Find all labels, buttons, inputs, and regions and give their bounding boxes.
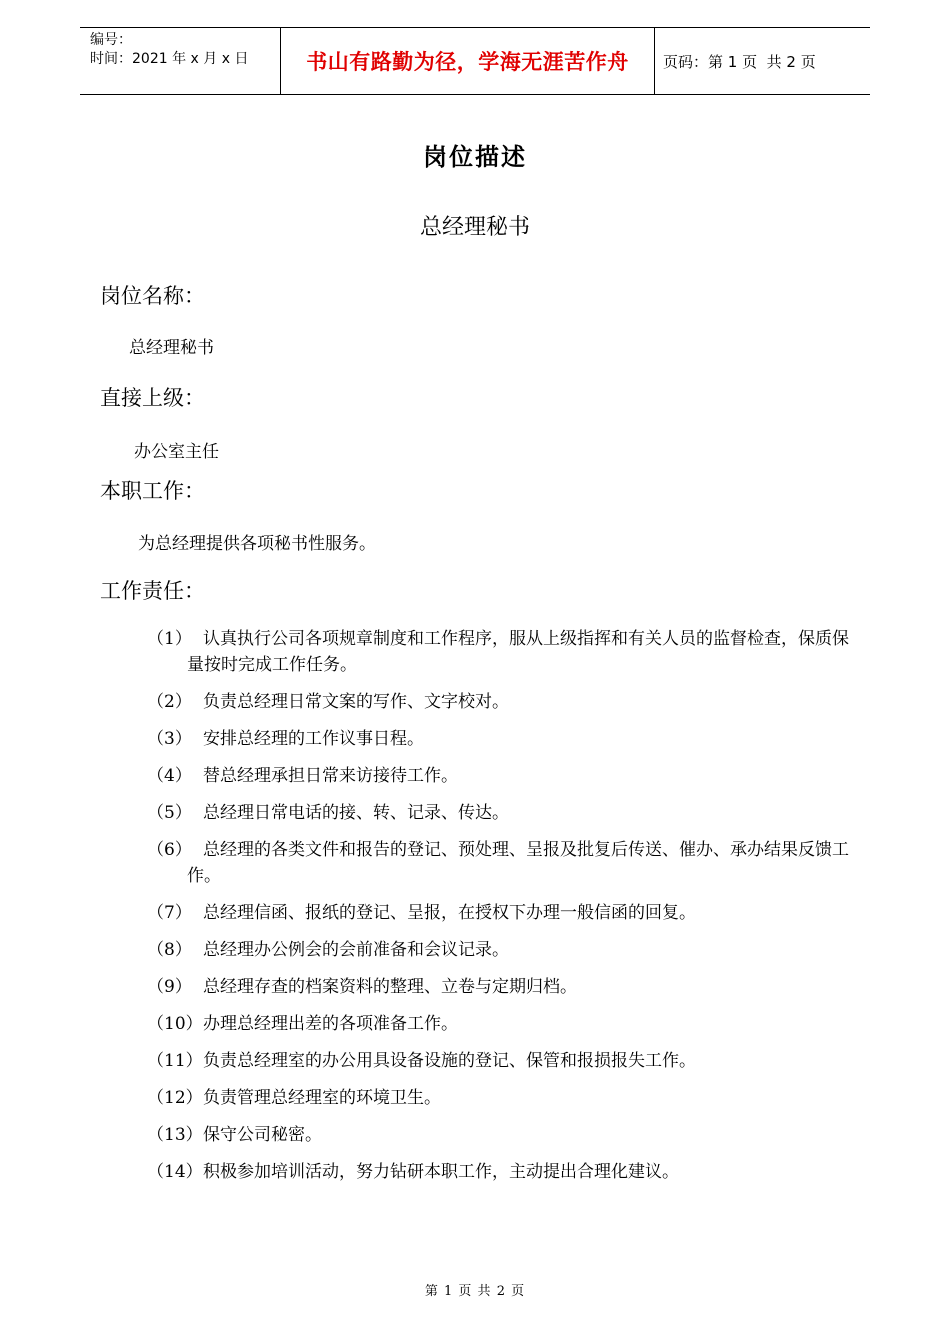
header-page-info — [655, 28, 870, 94]
list-item — [147, 837, 862, 889]
list-item — [147, 1159, 862, 1185]
list-item — [147, 1011, 862, 1037]
list-item-number: （5） — [147, 803, 192, 823]
list-item — [147, 974, 862, 1000]
list-item-text: 负责总经理日常文案的写作、文字校对。 — [203, 692, 509, 712]
section-heading-responsibilities: 工作责任： — [100, 579, 205, 603]
section-heading-duty: 本职工作： — [100, 479, 205, 503]
list-item-number: （10） — [147, 1014, 203, 1034]
list-item-text: 总经理存查的档案资料的整理、立卷与定期归档。 — [203, 977, 577, 997]
list-item-number: （7） — [147, 903, 192, 923]
list-item-number: （6） — [147, 840, 192, 860]
list-item — [147, 937, 862, 963]
page-footer: 第 1 页 共 2 页 — [424, 1284, 526, 1299]
list-item-text: 总经理办公例会的会前准备和会议记录。 — [203, 940, 509, 960]
responsibilities-list — [147, 626, 862, 1196]
header-page-label: 页码：第 1 页 共 2 页 — [663, 52, 816, 71]
list-item-text: 安排总经理的工作议事日程。 — [203, 729, 424, 749]
list-item-number: （3） — [147, 729, 192, 749]
list-item — [147, 626, 862, 678]
list-item-text: 办理总经理出差的各项准备工作。 — [203, 1014, 458, 1034]
section-body-superior: 办公室主任 — [134, 442, 219, 462]
list-item — [147, 726, 862, 752]
list-item-text: 负责管理总经理室的环境卫生。 — [203, 1088, 441, 1108]
list-item — [147, 900, 862, 926]
section-heading-position-name: 岗位名称： — [100, 284, 205, 308]
list-item-text: 总经理日常电话的接、转、记录、传达。 — [203, 803, 509, 823]
document-date-label: 时间：2021 年 x 月 x 日 — [90, 51, 249, 67]
section-body-duty: 为总经理提供各项秘书性服务。 — [138, 534, 376, 554]
list-item-number: （12） — [147, 1088, 203, 1108]
list-item-number: （8） — [147, 940, 192, 960]
header-motto: 书山有路勤为径，学海无涯苦作舟 — [281, 28, 655, 94]
list-item — [147, 1122, 862, 1148]
document-title: 岗位描述 — [423, 143, 527, 171]
list-item — [147, 800, 862, 826]
list-item — [147, 1085, 862, 1111]
list-item-number: （13） — [147, 1125, 203, 1145]
list-item-number: （14） — [147, 1162, 203, 1182]
list-item-text: 负责总经理室的办公用具设备设施的登记、保管和报损报失工作。 — [203, 1051, 696, 1071]
list-item-text: 总经理的各类文件和报告的登记、预处理、呈报及批复后传送、催办、承办结果反馈工作。 — [187, 840, 849, 886]
list-item-text: 保守公司秘密。 — [203, 1125, 322, 1145]
list-item — [147, 1048, 862, 1074]
list-item — [147, 689, 862, 715]
page-header — [80, 27, 870, 95]
list-item-number: （4） — [147, 766, 192, 786]
list-item-text: 总经理信函、报纸的登记、呈报，在授权下办理一般信函的回复。 — [203, 903, 696, 923]
section-heading-superior: 直接上级： — [100, 386, 205, 410]
document-code-label: 编号： — [90, 32, 132, 48]
list-item-text: 认真执行公司各项规章制度和工作程序，服从上级指挥和有关人员的监督检查，保质保量按时完成工作任务。 — [187, 629, 849, 675]
list-item — [147, 763, 862, 789]
section-body-position-name: 总经理秘书 — [129, 338, 214, 358]
list-item-text: 积极参加培训活动，努力钻研本职工作，主动提出合理化建议。 — [203, 1162, 679, 1182]
document-subtitle: 总经理秘书 — [419, 215, 530, 240]
list-item-text: 替总经理承担日常来访接待工作。 — [203, 766, 458, 786]
list-item-number: （2） — [147, 692, 192, 712]
header-meta — [80, 28, 281, 94]
list-item-number: （9） — [147, 977, 192, 997]
list-item-number: （1） — [147, 629, 192, 649]
list-item-number: （11） — [147, 1051, 203, 1071]
